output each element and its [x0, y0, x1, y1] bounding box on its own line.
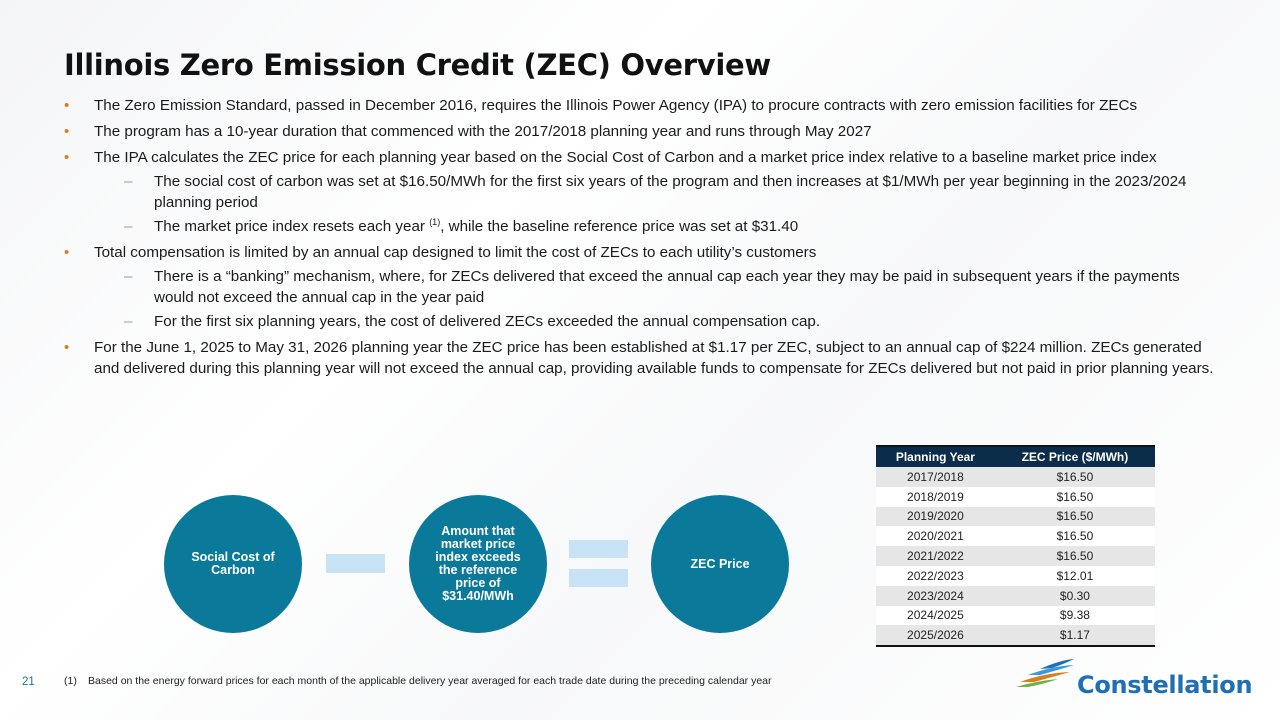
table-cell: 2017/2018	[876, 467, 995, 487]
table-row	[876, 606, 1155, 626]
footnote-reference: (1)	[429, 216, 441, 227]
table-cell: $16.50	[995, 546, 1155, 566]
page-number: 21	[22, 676, 35, 688]
table-row	[876, 526, 1155, 546]
formula-term-label: Social Cost of Carbon	[191, 550, 275, 577]
bullet-list	[64, 95, 1214, 384]
table-cell: 2021/2022	[876, 546, 995, 566]
bullet-item	[64, 242, 1214, 332]
slide-title: Illinois Zero Emission Credit (ZEC) Overview	[64, 48, 771, 82]
market-price-circle	[409, 495, 547, 633]
table-row	[876, 566, 1155, 586]
bullet-text: Total compensation is limited by an annual cap designed to limit the cost of ZECs to each utility’s customers	[94, 244, 817, 261]
table-row	[876, 507, 1155, 527]
table-cell: 2020/2021	[876, 526, 995, 546]
footnote-text: Based on the energy forward prices for each month of the applicable delivery year averaged for each trade date during the preceding calendar year	[88, 675, 772, 687]
zec-price-circle	[651, 495, 789, 633]
footnote	[64, 675, 772, 687]
table-cell: 2022/2023	[876, 566, 995, 586]
bullet-text: The IPA calculates the ZEC price for each planning year based on the Social Cost of Carbon and a market price index relative to a baseline market price index	[94, 149, 1157, 166]
equals-operator-top	[569, 540, 628, 558]
table-cell: $12.01	[995, 566, 1155, 586]
table-row	[876, 625, 1155, 646]
table-cell: 2023/2024	[876, 586, 995, 606]
table-cell: $16.50	[995, 507, 1155, 527]
table-row	[876, 487, 1155, 507]
social-cost-circle	[164, 495, 302, 633]
table-cell: 2019/2020	[876, 507, 995, 527]
formula-term-label: Amount that market price index exceeds the reference price of $31.40/MWh	[435, 524, 521, 603]
zec-price-table	[876, 445, 1155, 647]
bullet-item: • The Zero Emission Standard, passed in December 2016, requires the Illinois Power Agency (IPA) to procure contracts with zero emission facilities for ZECs	[64, 95, 1214, 116]
table-cell: 2024/2025	[876, 606, 995, 626]
bullet-item: • The program has a 10-year duration that commenced with the 2017/2018 planning year and runs through May 2027	[64, 121, 1214, 142]
bullet-item: • For the June 1, 2025 to May 31, 2026 planning year the ZEC price has been established at $1.17 per ZEC, subject to an annual cap of $224 million. ZECs generated and delivered during this planning year will not exceed the annual cap, providing available funds to compensate for ZECs delivered but not paid in prior planning years.	[64, 337, 1214, 379]
footnote-label: (1)	[64, 675, 77, 687]
table-cell: 2025/2026	[876, 625, 995, 646]
table-cell: $1.17	[995, 625, 1155, 646]
bullet-item	[64, 147, 1214, 237]
column-header: ZEC Price ($/MWh)	[995, 446, 1155, 467]
logo-wordmark: Constellation	[1077, 671, 1253, 699]
table-header-row	[876, 446, 1155, 467]
table-cell: $16.50	[995, 526, 1155, 546]
column-header: Planning Year	[876, 446, 995, 467]
table-cell: 2018/2019	[876, 487, 995, 507]
sub-bullet-text: The market price index resets each year	[154, 218, 430, 235]
formula-term-label: ZEC Price	[690, 556, 750, 571]
sub-bullet-item: – There is a “banking” mechanism, where, for ZECs delivered that exceed the annual cap each year they may be paid in subsequent years if the payments would not exceed the annual cap in the year paid	[94, 266, 1214, 308]
table-row	[876, 586, 1155, 606]
table-row	[876, 546, 1155, 566]
table-row	[876, 467, 1155, 487]
table-cell: $9.38	[995, 606, 1155, 626]
sub-bullet-item	[94, 216, 1214, 237]
sub-bullet-item: – The social cost of carbon was set at $16.50/MWh for the first six years of the program and then increases at $1/MWh per year beginning in the 2023/2024 planning period	[94, 171, 1214, 213]
sub-bullet-item: – For the first six planning years, the cost of delivered ZECs exceeded the annual compensation cap.	[94, 311, 1214, 332]
equals-operator-bottom	[569, 569, 628, 587]
minus-operator	[326, 554, 385, 573]
table-cell: $0.30	[995, 586, 1155, 606]
table-cell: $16.50	[995, 467, 1155, 487]
sub-bullet-text: , while the baseline reference price was set at $31.40	[440, 218, 799, 235]
table-cell: $16.50	[995, 487, 1155, 507]
